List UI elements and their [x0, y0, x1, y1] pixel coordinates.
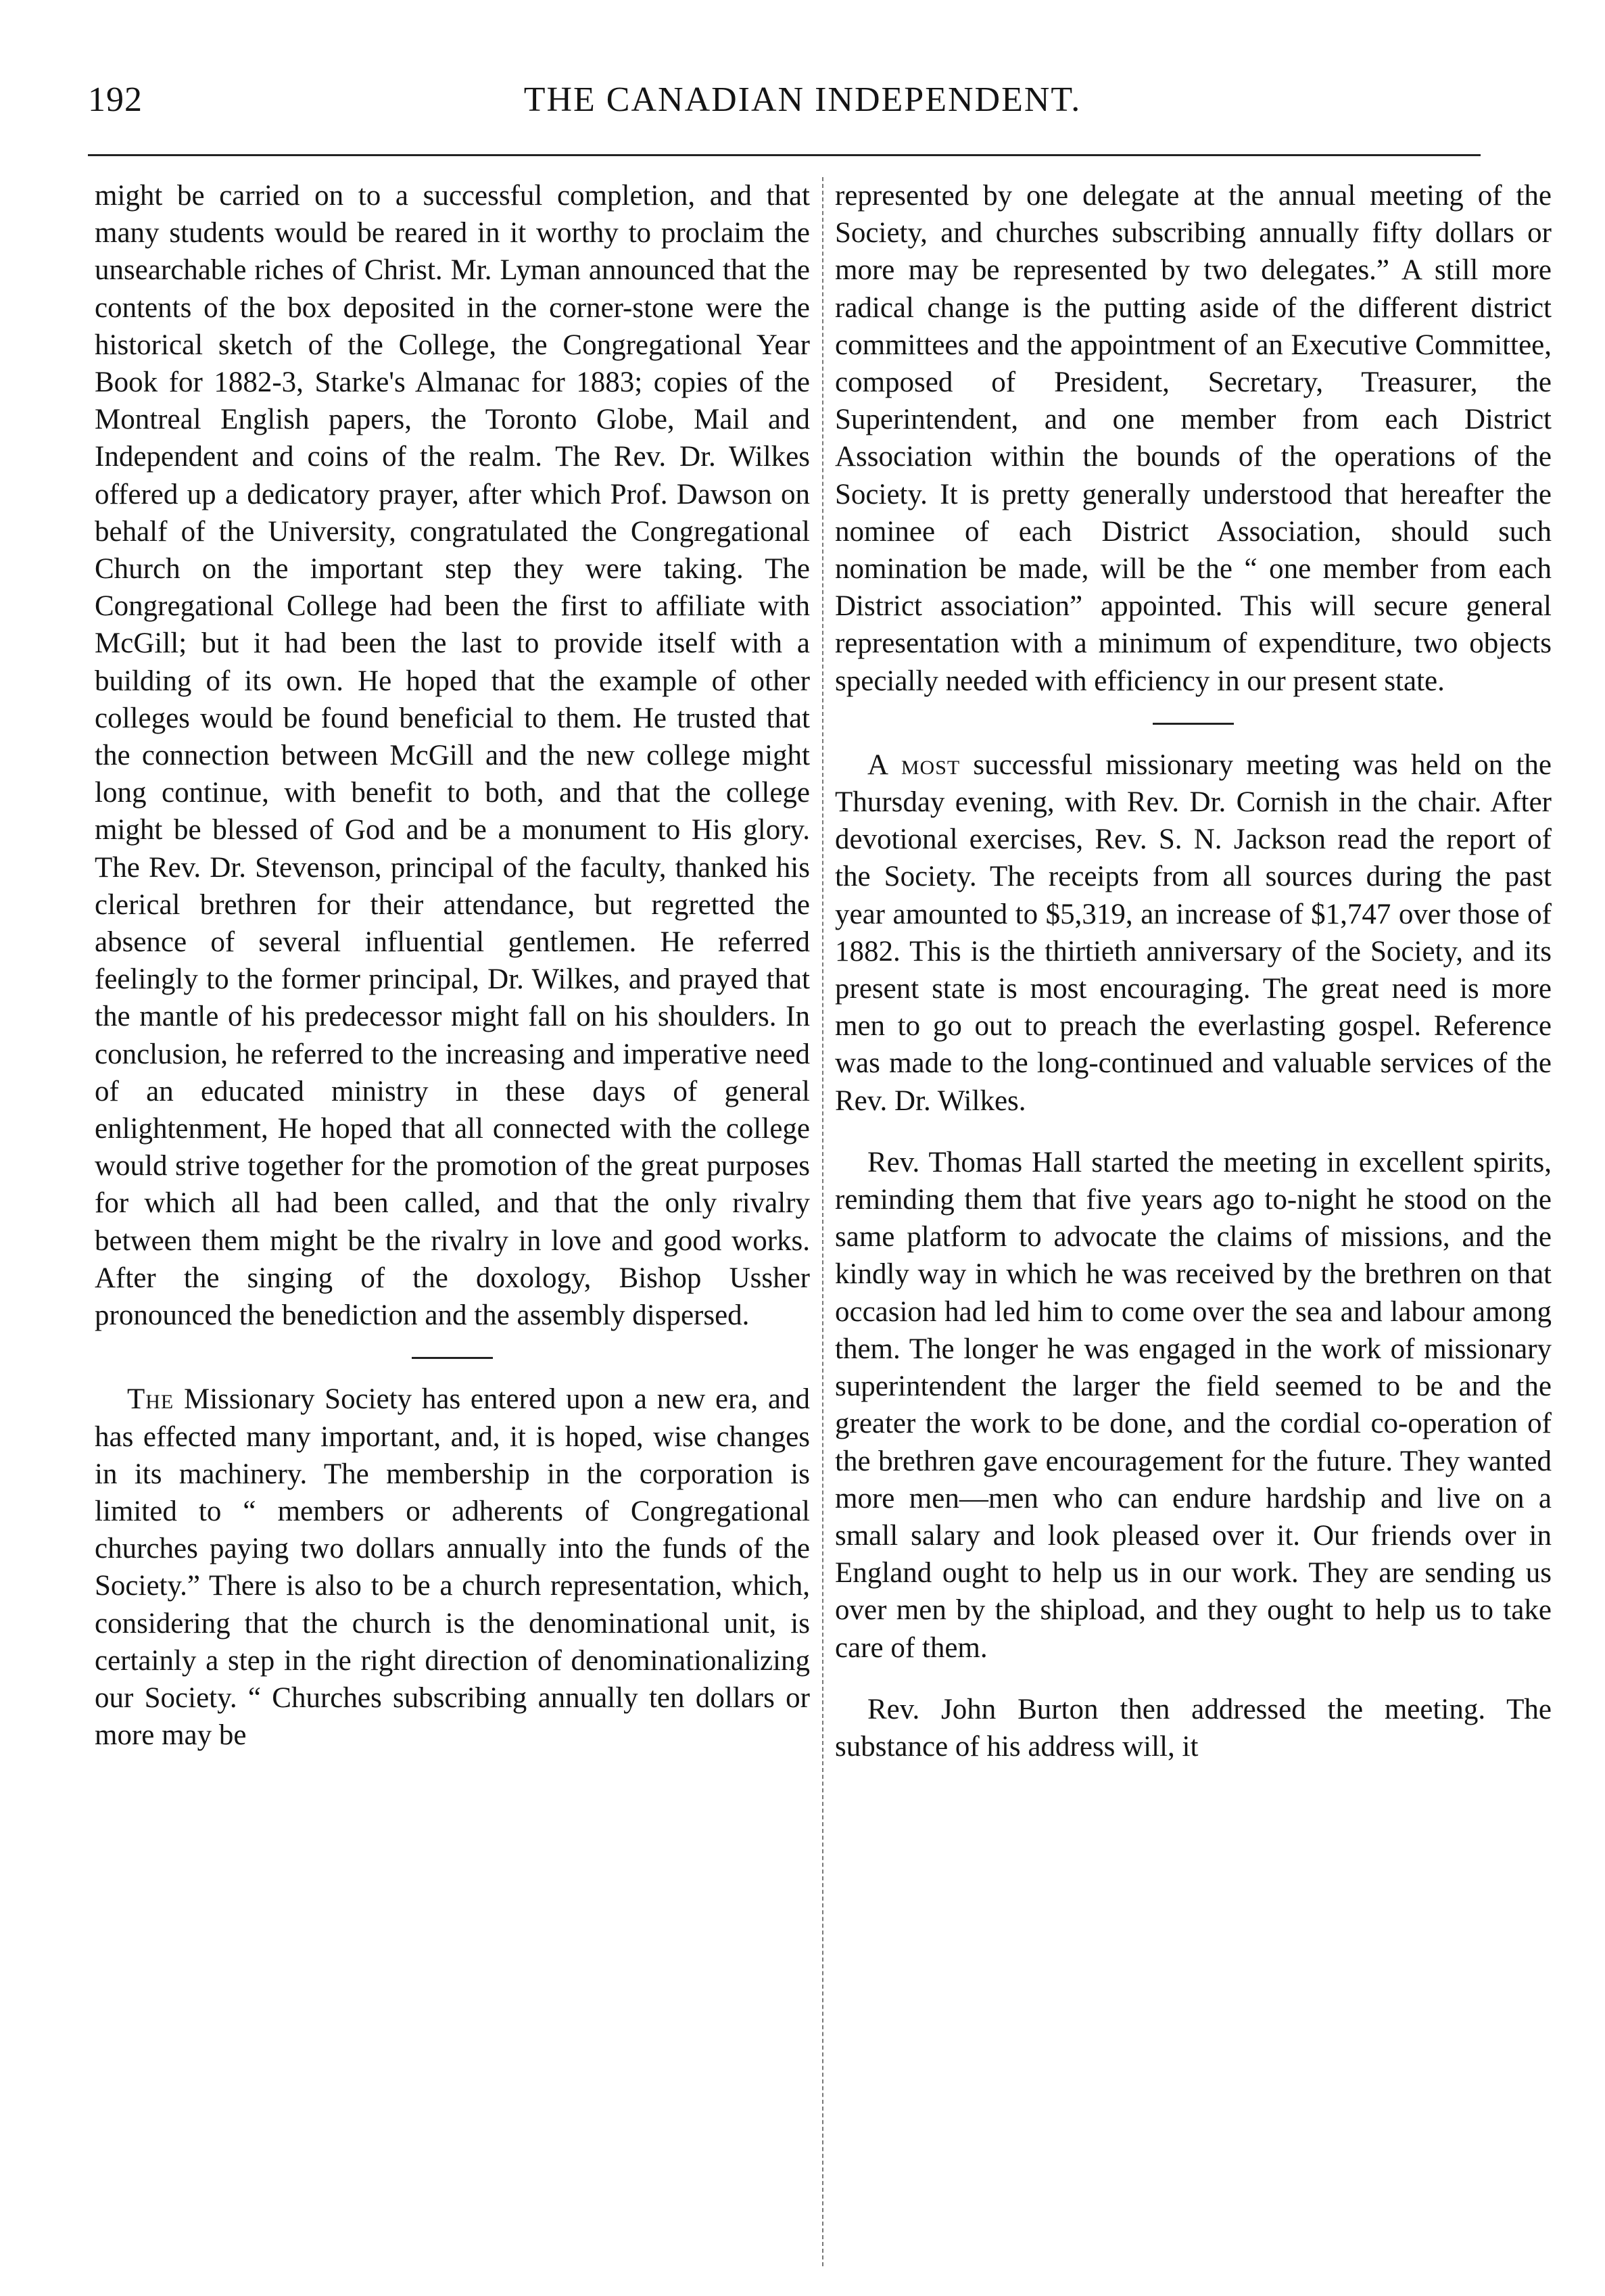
right-paragraph-2-text: successful missionary meeting was held on the Thursday evening, with Rev. Dr. Cornish in the chair. After devotional exercises, Rev. S. N. Jackson read the report of the Society. The receipts from all sources during the past year amounted to $5,319, an increase of $1,747 over those of 1882. This is the thirtieth anniversary of the Society, and its present state is most encouraging. The great need is more men to go out to preach the everlasting gospel. Reference was made to the long-continued and valuable services of the Rev. Dr. Wilkes. [835, 748, 1552, 1117]
section-divider [412, 1357, 493, 1359]
section-divider [1153, 723, 1234, 725]
left-paragraph-2-text: Missionary Society has entered upon a new era, and has effected many important, and, it is hoped, wise changes in its machinery. The membership in the corporation is limited to “ members or adherents of Congregational churches paying two dollars annually into the funds of the Society.” There is also to be a church representation, which, considering that the church is the denominational unit, is certainly a step in the right direction of denominationalizing our Society. “ Churches subscribing annually ten dollars or more may be [95, 1383, 810, 1752]
paragraph-gap [835, 1120, 1552, 1144]
text-columns [95, 177, 1552, 2273]
left-column [95, 177, 810, 2273]
paragraph-lead-words: The [127, 1383, 174, 1416]
right-paragraph-3: Rev. Thomas Hall started the meeting in excellent spirits, reminding them that five years ago to-night he stood on the same platform to advocate the claims of missions, and the kindly way in which he was received by the brethren on that occasion had led him to come over the sea and labour among them. The longer he was engaged in the work of missionary superintendent the larger the field seemed to be and the greater the work to be done, and the cordial co-operation of the brethren gave encouragement for the future. They wanted more men—men who can endure hardship and live on a small salary and look pleased over it. Our friends over in England ought to help us in our work. They are sending us over men by the shipload, and they ought to help us to take care of them. [835, 1146, 1552, 1664]
right-paragraph-4: Rev. John Burton then addressed the meeting. The substance of his address will, it [835, 1693, 1552, 1763]
right-paragraph-1: represented by one delegate at the annual meeting of the Society, and churches subscribing annually fifty dollars or more may be represented by two delegates.” A still more radical change is the putting aside of the different district committees and the appointment of an Executive Committee, composed of President, Secretary, Treasurer, the Superintendent, and one member from each District Association within the bounds of the operations of the Society. It is pretty generally understood that hereafter the nominee of each District Association, should such nomination be made, will be the “ one member from each District association” appointed. This will secure general representation with a minimum of expenditure, two objects specially needed with efficiency in our present state. [835, 180, 1552, 697]
paragraph-gap [835, 1667, 1552, 1691]
right-paragraph-2 [835, 746, 1552, 1120]
running-title: THE CANADIAN INDEPENDENT. [523, 80, 1082, 119]
left-paragraph-2 [95, 1381, 810, 1754]
page-number: 192 [88, 80, 143, 119]
left-paragraph-1: might be carried on to a successful completion, and that many students would be reared in it worthy to proclaim the unsearchable riches of Christ. Mr. Lyman announced that the contents of the box deposited in the corner-stone were the historical sketch of the College, the Congregational Year Book for 1882-3, Starke's Almanac for 1883; copies of the Montreal English papers, the Toronto Globe, Mail and Independent and coins of the realm. The Rev. Dr. Wilkes offered up a dedicatory prayer, after which Prof. Dawson on behalf of the University, congratulated the Congregational Church on the important step they were taking. The Congregational College had been the first to affiliate with McGill; but it had been the last to provide itself with a building of its own. He hoped that the example of other colleges would be found beneficial to them. He trusted that the connection between McGill and the new college might long continue, with benefit to both, and that the college might be blessed of God and be a monument to His glory. The Rev. Dr. Stevenson, principal of the faculty, thanked his clerical brethren for their attendance, but regretted the absence of several influential gentlemen. He referred feelingly to the former principal, Dr. Wilkes, and prayed that the mantle of his predecessor might fall on his shoulders. In conclusion, he referred to the increasing and imperative need of an educated ministry in these days of general enlightenment, He hoped that all connected with the college would strive together for the promotion of the great purposes for which all had been called, and that the only rivalry between them might be the rivalry in love and good works. After the singing of the doxology, Bishop Ussher pronounced the benediction and the assembly dispersed. [95, 180, 810, 1332]
page-header [88, 80, 1517, 134]
right-column [835, 177, 1552, 2273]
column-divider [822, 177, 823, 2266]
header-rule [88, 154, 1481, 156]
paragraph-lead-words: A most [867, 748, 961, 781]
